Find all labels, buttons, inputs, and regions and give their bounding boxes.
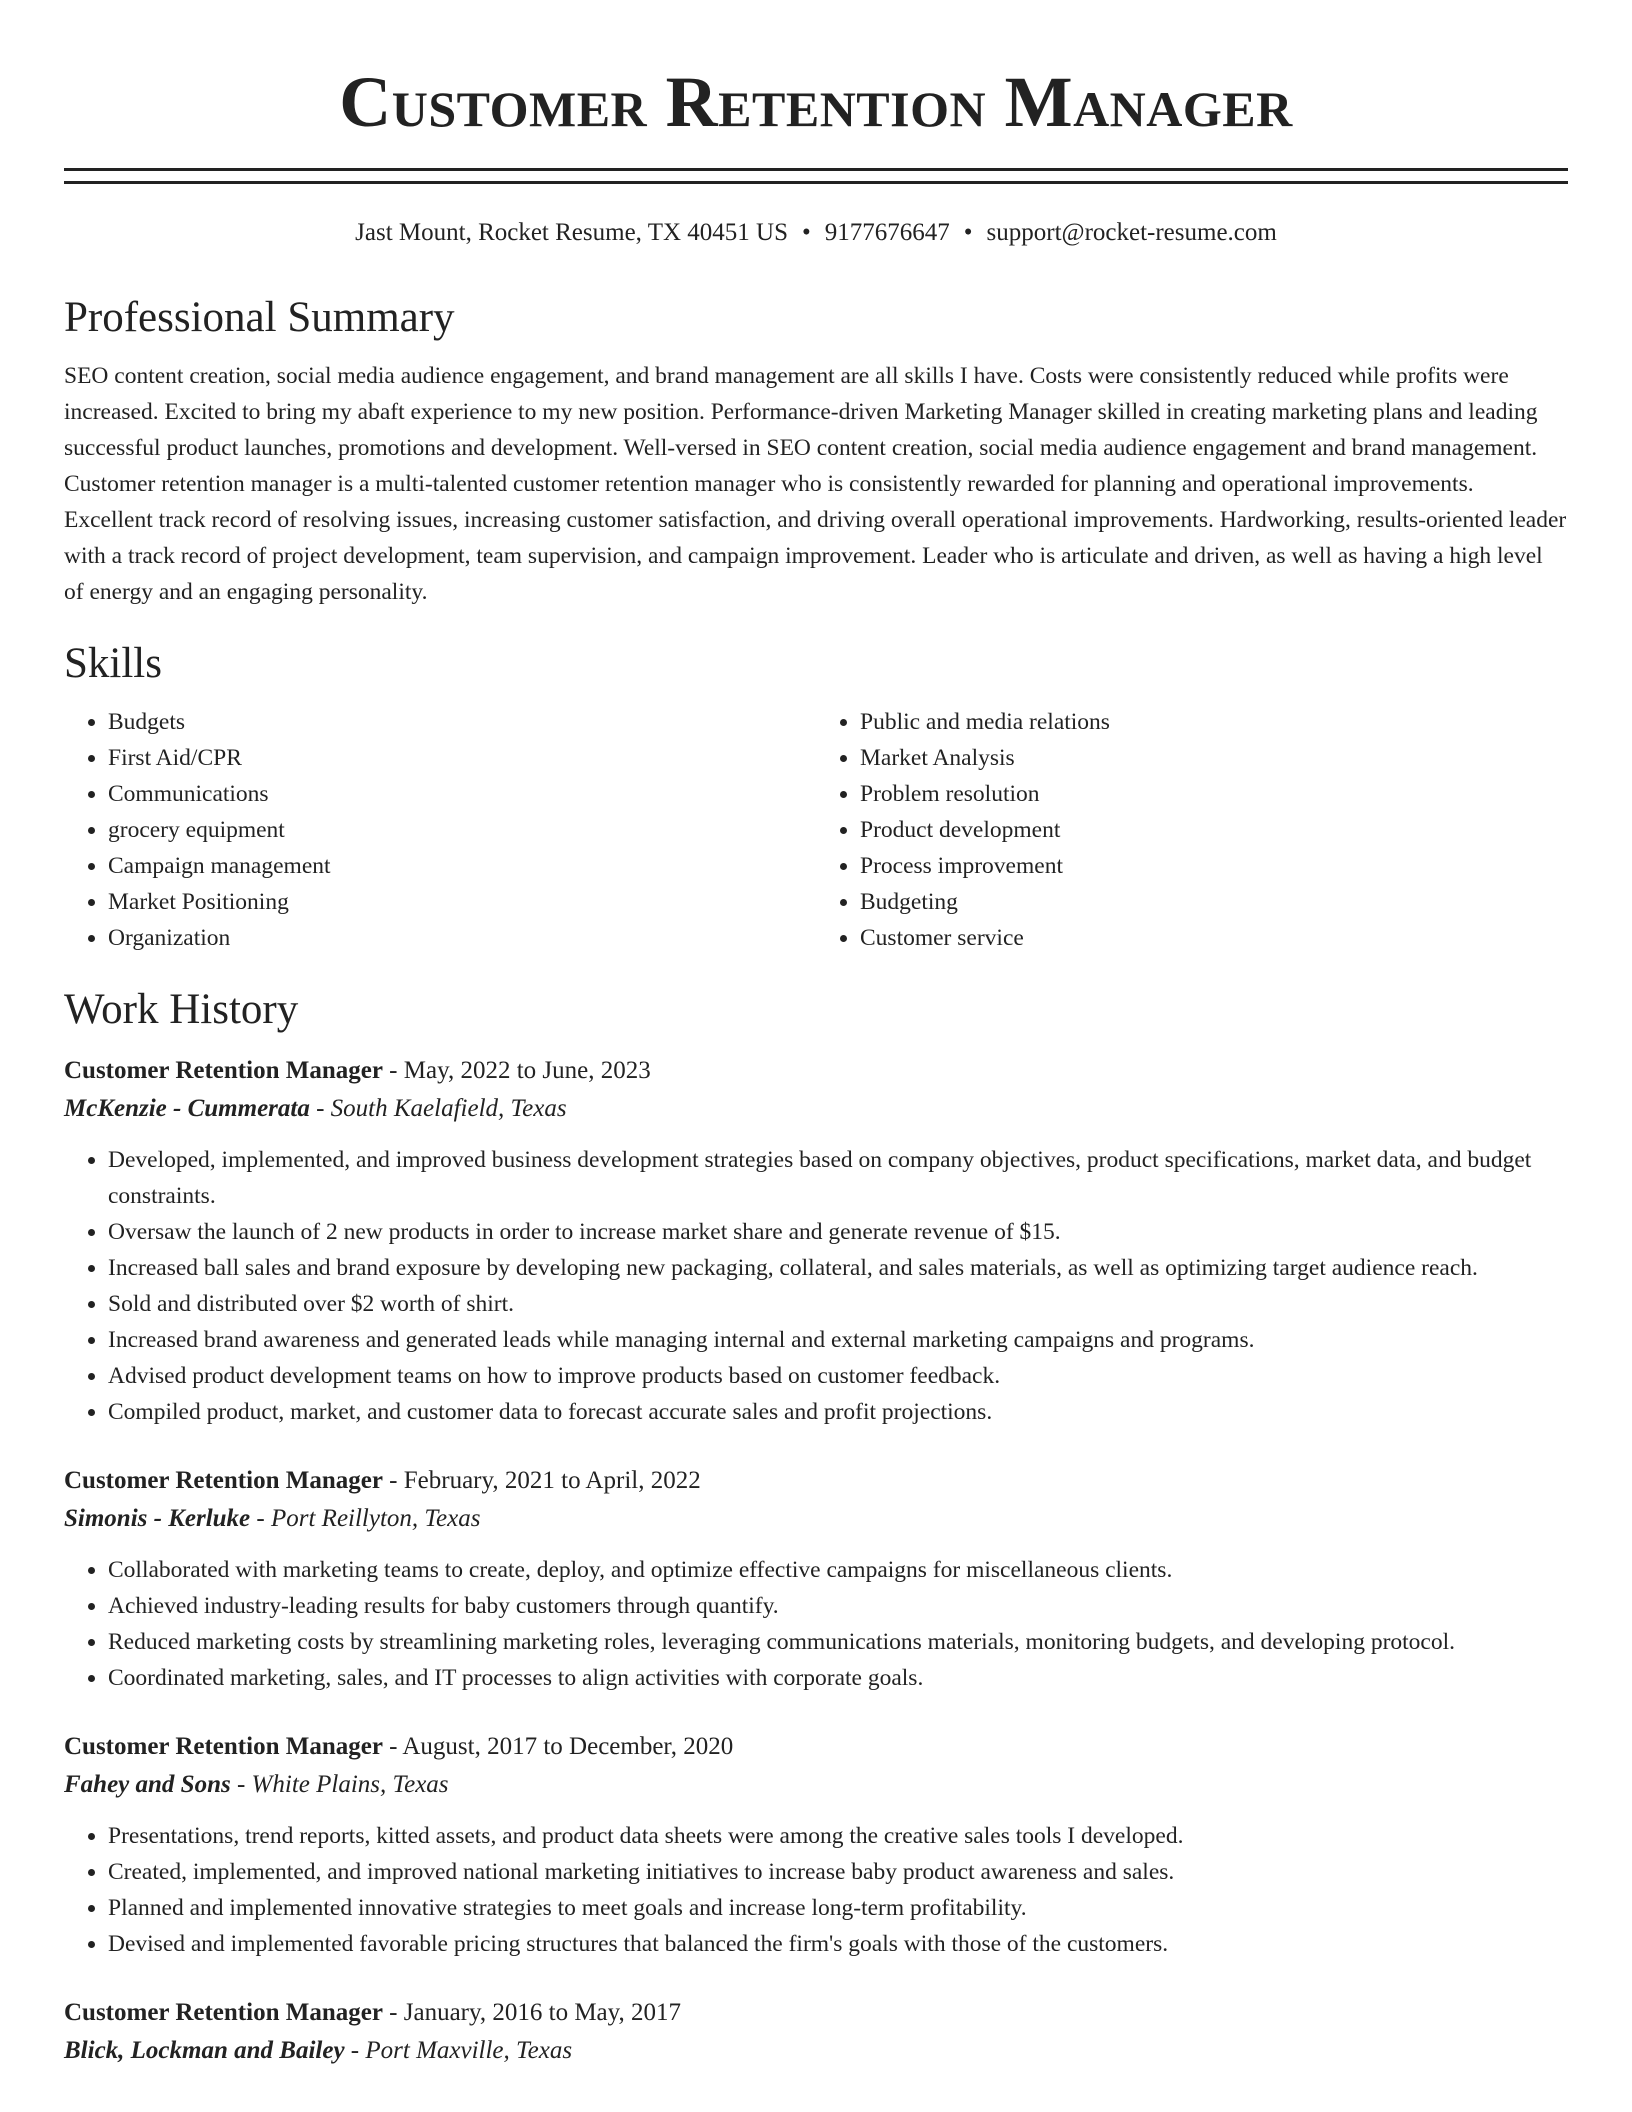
skill-item: • Customer service: [860, 920, 1568, 956]
job-company-line: [64, 1500, 1568, 1538]
job-bullet: • Compiled product, market, and customer data to forecast accurate sales and profit projections.: [108, 1394, 1568, 1430]
job-bullet: • Sold and distributed over $2 worth of shirt.: [108, 1286, 1568, 1322]
job-company: McKenzie - Cummerata: [64, 1095, 310, 1122]
summary-text: SEO content creation, social media audience engagement, and brand management are all skills I have. Costs were consistently reduced while profits were increased. Excited to bring my abaft experience to my new position. Performance-driven Marketing Manager skilled in creating marketing plans and leading successful product launches, promotions and development. Well-versed in SEO content creation, social media audience engagement and brand management. Customer retention manager is a multi-talented customer retention manager who is consistently rewarded for planning and operational improvements. Excellent track record of resolving issues, increasing customer satisfaction, and driving overall operational improvements. Hardworking, results-oriented leader with a track record of project development, team supervision, and campaign improvement. Leader who is articulate and driven, as well as having a high level of energy and an engaging personality.: [64, 363, 1567, 605]
job-bullet: • Presentations, trend reports, kitted assets, and product data sheets were among the creative sales tools I developed.: [108, 1818, 1568, 1854]
job-role: Customer Retention Manager: [64, 1057, 383, 1084]
job-dates: - February, 2021 to April, 2022: [382, 1467, 701, 1494]
job-bullet: • Advised product development teams on how to improve products based on customer feedback.: [108, 1358, 1568, 1394]
job-role: Customer Retention Manager: [64, 1733, 383, 1760]
job-title-line: [64, 1994, 1568, 2032]
job-bullet: • Achieved industry-leading results for baby customers through quantify.: [108, 1588, 1568, 1624]
skill-item: • Product development: [860, 812, 1568, 848]
job-bullet: • Created, implemented, and improved national marketing initiatives to increase baby product awareness and sales.: [108, 1854, 1568, 1890]
job-bullet: • Collaborated with marketing teams to create, deploy, and optimize effective campaigns for miscellaneous clients.: [108, 1552, 1568, 1588]
job-bullet: • Increased brand awareness and generated leads while managing internal and external marketing campaigns and programs.: [108, 1322, 1568, 1358]
job-bullet: • Oversaw the launch of 2 new products in order to increase market share and generate revenue of $15.: [108, 1214, 1568, 1250]
job-entry: [64, 1994, 1568, 2070]
skill-item: • Public and media relations: [860, 704, 1568, 740]
job-title-line: [64, 1052, 1568, 1090]
job-entry: [64, 1052, 1568, 1430]
job-dates: - August, 2017 to December, 2020: [382, 1733, 734, 1760]
skills-grid: [64, 704, 1568, 956]
skill-item: • Communications: [108, 776, 816, 812]
contact-separator: •: [802, 219, 811, 246]
skill-item: • Process improvement: [860, 848, 1568, 884]
title-divider: [64, 168, 1568, 184]
job-title-line: [64, 1462, 1568, 1500]
skills-list-left: [64, 704, 816, 956]
job-company-line: [64, 1766, 1568, 1804]
work-history-heading: Work History: [64, 986, 299, 1033]
job-location: - Port Maxville, Texas: [344, 2037, 573, 2064]
job-entry: [64, 1728, 1568, 1962]
job-bullet: • Developed, implemented, and improved business development strategies based on company objectives, product specifications, market data, and budget constraints.: [108, 1142, 1568, 1214]
skill-item: • Market Positioning: [108, 884, 816, 920]
skill-item: • Market Analysis: [860, 740, 1568, 776]
resume-title: Customer Retention Manager: [339, 62, 1293, 142]
contact-address: Jast Mount, Rocket Resume, TX 40451 US: [355, 219, 789, 246]
job-bullets: [64, 1552, 1568, 1696]
job-company: Blick, Lockman and Bailey: [64, 2037, 345, 2064]
job-title-line: [64, 1728, 1568, 1766]
job-company: Fahey and Sons: [64, 1771, 231, 1798]
skills-heading: Skills: [64, 640, 162, 687]
summary-heading: Professional Summary: [64, 294, 455, 341]
contact-line: [64, 216, 1568, 250]
job-company-line: [64, 1090, 1568, 1128]
skill-item: • Organization: [108, 920, 816, 956]
skill-item: • Campaign management: [108, 848, 816, 884]
skill-item: • Budgeting: [860, 884, 1568, 920]
job-dates: - January, 2016 to May, 2017: [382, 1999, 682, 2026]
job-dates: - May, 2022 to June, 2023: [382, 1057, 651, 1084]
job-bullet: • Increased ball sales and brand exposure by developing new packaging, collateral, and sales materials, as well as optimizing target audience reach.: [108, 1250, 1568, 1286]
contact-phone: 9177676647: [824, 219, 950, 246]
skill-item: • Problem resolution: [860, 776, 1568, 812]
job-role: Customer Retention Manager: [64, 1999, 383, 2026]
job-bullets: [64, 1818, 1568, 1962]
job-bullet: • Devised and implemented favorable pricing structures that balanced the firm's goals with those of the customers.: [108, 1926, 1568, 1962]
skills-list-right: [816, 704, 1568, 956]
contact-separator: •: [963, 219, 973, 246]
job-company-line: [64, 2032, 1568, 2070]
skill-item: • First Aid/CPR: [108, 740, 816, 776]
contact-email: support@rocket-resume.com: [986, 219, 1277, 246]
job-role: Customer Retention Manager: [64, 1467, 383, 1494]
job-bullet: • Planned and implemented innovative strategies to meet goals and increase long-term profitability.: [108, 1890, 1568, 1926]
job-location: - Port Reillyton, Texas: [250, 1505, 481, 1532]
skill-item: • grocery equipment: [108, 812, 816, 848]
job-bullet: • Coordinated marketing, sales, and IT processes to align activities with corporate goals.: [108, 1660, 1568, 1696]
job-location: - South Kaelafield, Texas: [309, 1095, 567, 1122]
job-bullets: [64, 1142, 1568, 1430]
job-entry: [64, 1462, 1568, 1696]
job-bullet: • Reduced marketing costs by streamlining marketing roles, leveraging communications materials, monitoring budgets, and developing protocol.: [108, 1624, 1568, 1660]
skill-item: • Budgets: [108, 704, 816, 740]
job-location: - White Plains, Texas: [230, 1771, 449, 1798]
job-company: Simonis - Kerluke: [64, 1505, 251, 1532]
